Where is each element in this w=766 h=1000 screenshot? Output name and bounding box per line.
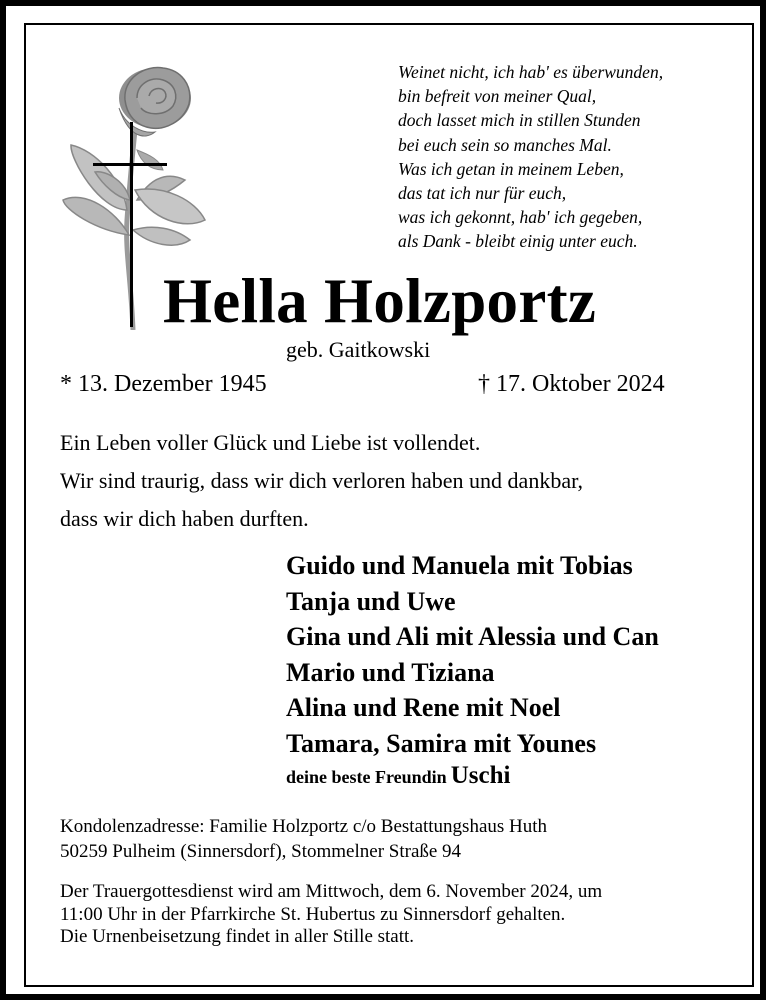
poem-line: als Dank - bleibt einig unter euch. [398, 231, 638, 252]
poem-line: das tat ich nur für euch, [398, 183, 567, 204]
family-entry: Tamara, Samira mit Younes [286, 728, 597, 758]
service-info [60, 881, 602, 949]
condolence-line: Kondolenzadresse: Familie Holzportz c/o Bestattungshaus Huth [60, 816, 548, 837]
death-date: † 17. Oktober 2024 [478, 371, 665, 397]
condolence-address [60, 815, 547, 864]
message-line: dass wir dich haben durften. [60, 506, 309, 531]
service-line: Der Trauergottesdienst wird am Mittwoch, dem 6. November 2024, um [60, 881, 603, 902]
message-line: Ein Leben voller Glück und Liebe ist vollendet. [60, 430, 481, 455]
condolence-line: 50259 Pulheim (Sinnersdorf), Stommelner Straße 94 [60, 840, 462, 862]
deceased-name: Hella Holzportz [163, 266, 597, 336]
family-entry: Gina und Ali mit Alessia und Can [286, 622, 659, 651]
message-line: Wir sind traurig, dass wir dich verloren haben und dankbar, [60, 468, 584, 493]
service-line: 11:00 Uhr in der Pfarrkirche St. Hubertus zu Sinnersdorf gehalten. [60, 903, 566, 925]
friend-prefix: deine beste Freundin [286, 767, 447, 787]
poem [398, 60, 663, 254]
family-entry: Tanja und Uwe [286, 586, 456, 616]
birth-date: * 13. Dezember 1945 [60, 371, 267, 397]
family-list [286, 548, 659, 761]
family-entry: Mario und Tiziana [286, 657, 495, 687]
service-line: Die Urnenbeisetzung findet in aller Stille statt. [60, 926, 415, 947]
poem-line: bei euch sein so manches Mal. [398, 134, 612, 155]
friend-entry [286, 762, 510, 790]
poem-line: bin befreit von meiner Qual, [398, 86, 597, 107]
family-entry: Alina und Rene mit Noel [286, 693, 561, 722]
memorial-message [60, 424, 583, 538]
birth-name: geb. Gaitkowski [286, 337, 431, 362]
poem-line: Was ich getan in meinem Leben, [398, 158, 624, 179]
friend-name: Uschi [450, 762, 511, 789]
poem-line: Weinet nicht, ich hab' es überwunden, [398, 62, 664, 82]
poem-line: was ich gekonnt, hab' ich gegeben, [398, 207, 643, 228]
family-entry: Guido und Manuela mit Tobias [286, 551, 633, 580]
poem-line: doch lasset mich in stillen Stunden [398, 110, 641, 131]
